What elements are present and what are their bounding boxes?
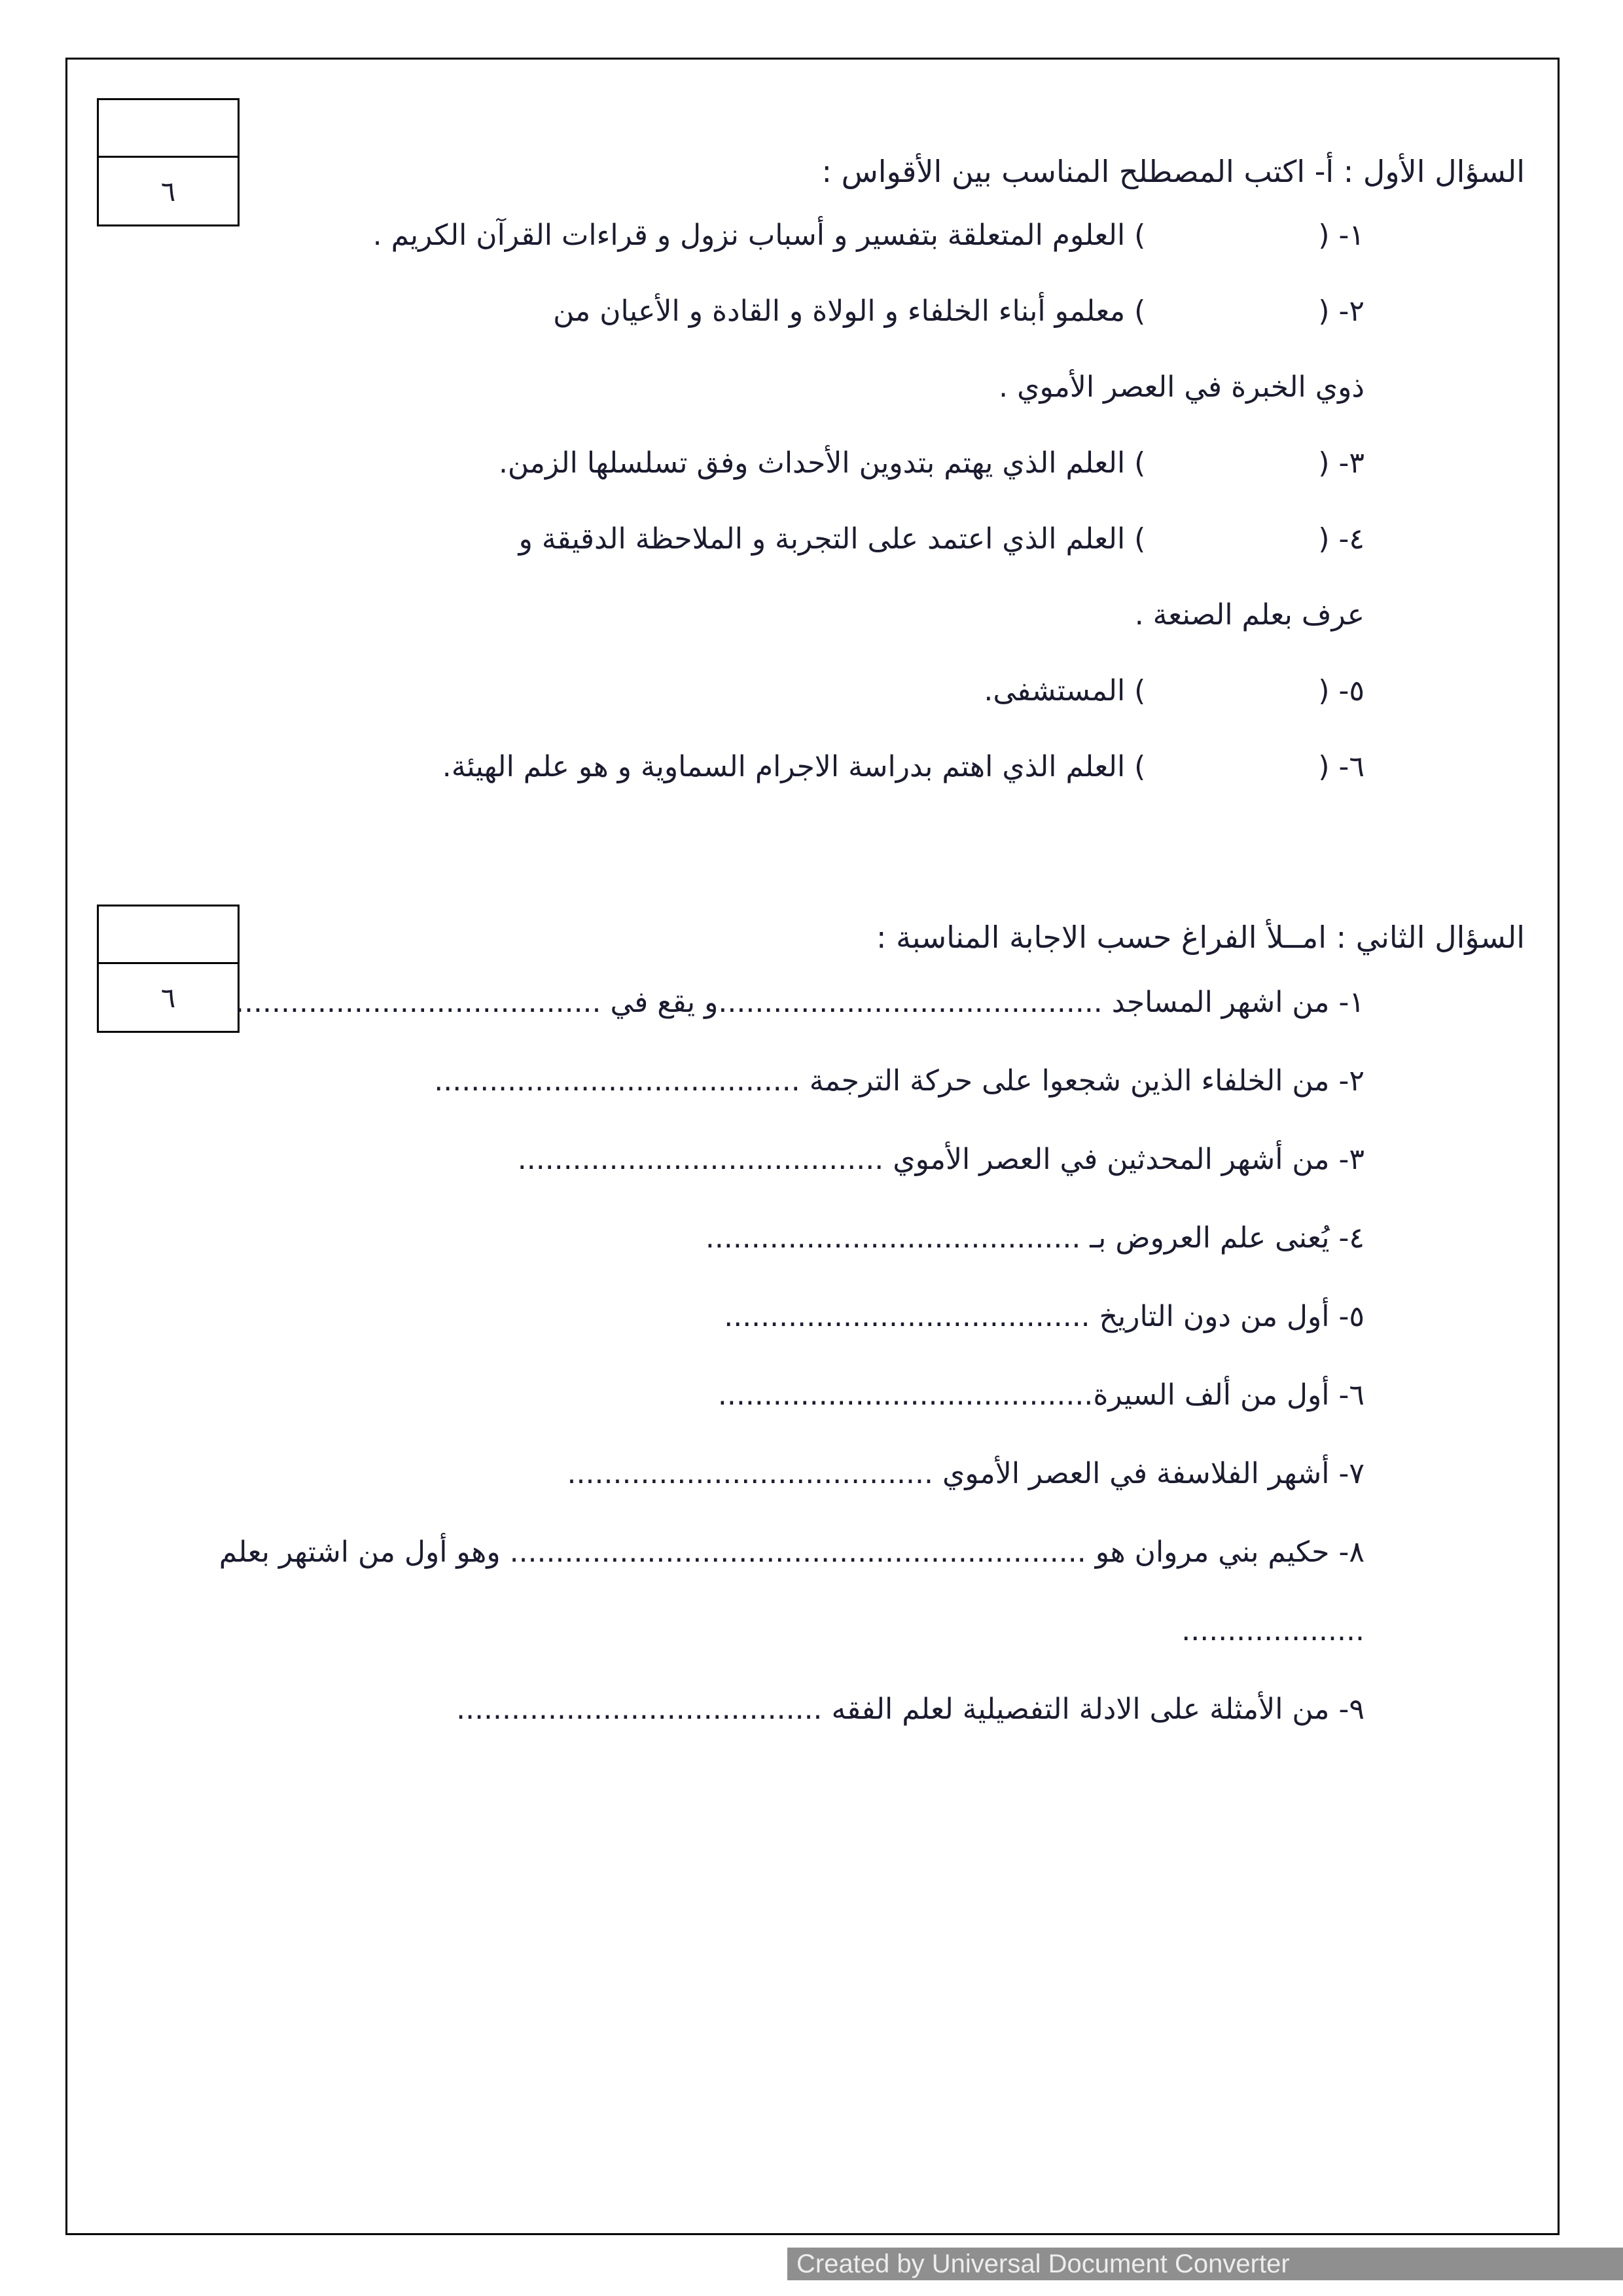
question-line: ٣- ( ) العلم الذي يهتم بتدوين الأحداث وفق تسلسلها الزمن. xyxy=(498,446,1364,480)
question-line: ٢- ( ) معلمو أبناء الخلفاء و الولاة و القادة و الأعيان من xyxy=(553,295,1364,328)
question-line: ١- من اشهر المساجد ..........................................و يقع في ........................................ xyxy=(235,986,1364,1019)
score-box-value: ٦ xyxy=(160,981,176,1014)
question-line: ٩- من الأمثلة على الادلة التفصيلية لعلم الفقه ........................................ xyxy=(456,1693,1364,1726)
question-line: ٧- أشهر الفلاسفة في العصر الأموي ........................................ xyxy=(567,1457,1364,1490)
watermark: Created by Universal Document Converter xyxy=(787,2248,1623,2280)
question-line: ٤- ( ) العلم الذي اعتمد على التجربة و الملاحظة الدقيقة و xyxy=(518,522,1364,556)
question-line: ٢- من الخلفاء الذين شجعوا على حركة الترجمة ........................................ xyxy=(434,1064,1364,1098)
question-line: ١- ( ) العلوم المتعلقة بتفسير و أسباب نزول و قراءات القرآن الكريم . xyxy=(372,219,1364,252)
question-line: ٥- ( ) المستشفى. xyxy=(984,674,1364,708)
score-box-value: ٦ xyxy=(160,175,176,207)
section2-title: السؤال الثاني : امــلأ الفراغ حسب الاجابة المناسبة : xyxy=(876,920,1525,955)
section-question2 xyxy=(77,911,1525,1749)
question-line: ٨- حكيم بني مروان هو ............................................................... وهو أول من اشتهر بعلم .................... xyxy=(219,1535,1364,1647)
section-question1 xyxy=(77,145,1525,805)
question-line: ٣- من أشهر المحدثين في العصر الأموي ........................................ xyxy=(517,1143,1364,1176)
question-line: ٥- أول من دون التاريخ ........................................ xyxy=(724,1300,1364,1333)
section1-title: السؤال الأول : أ- اكتب المصطلح المناسب بين الأقواس : xyxy=(821,154,1525,189)
question-line: ٦- أول من ألف السيرة......................................... xyxy=(717,1378,1364,1412)
question-line: ٤- يُعنى علم العروض بـ ......................................... xyxy=(705,1221,1364,1255)
question-line-continuation: عرف بعلم الصنعة . xyxy=(1134,598,1364,632)
question-line: ٦- ( ) العلم الذي اهتم بدراسة الاجرام السماوية و هو علم الهيئة. xyxy=(442,750,1364,783)
question-line-continuation: ذوي الخبرة في العصر الأموي . xyxy=(999,370,1364,404)
